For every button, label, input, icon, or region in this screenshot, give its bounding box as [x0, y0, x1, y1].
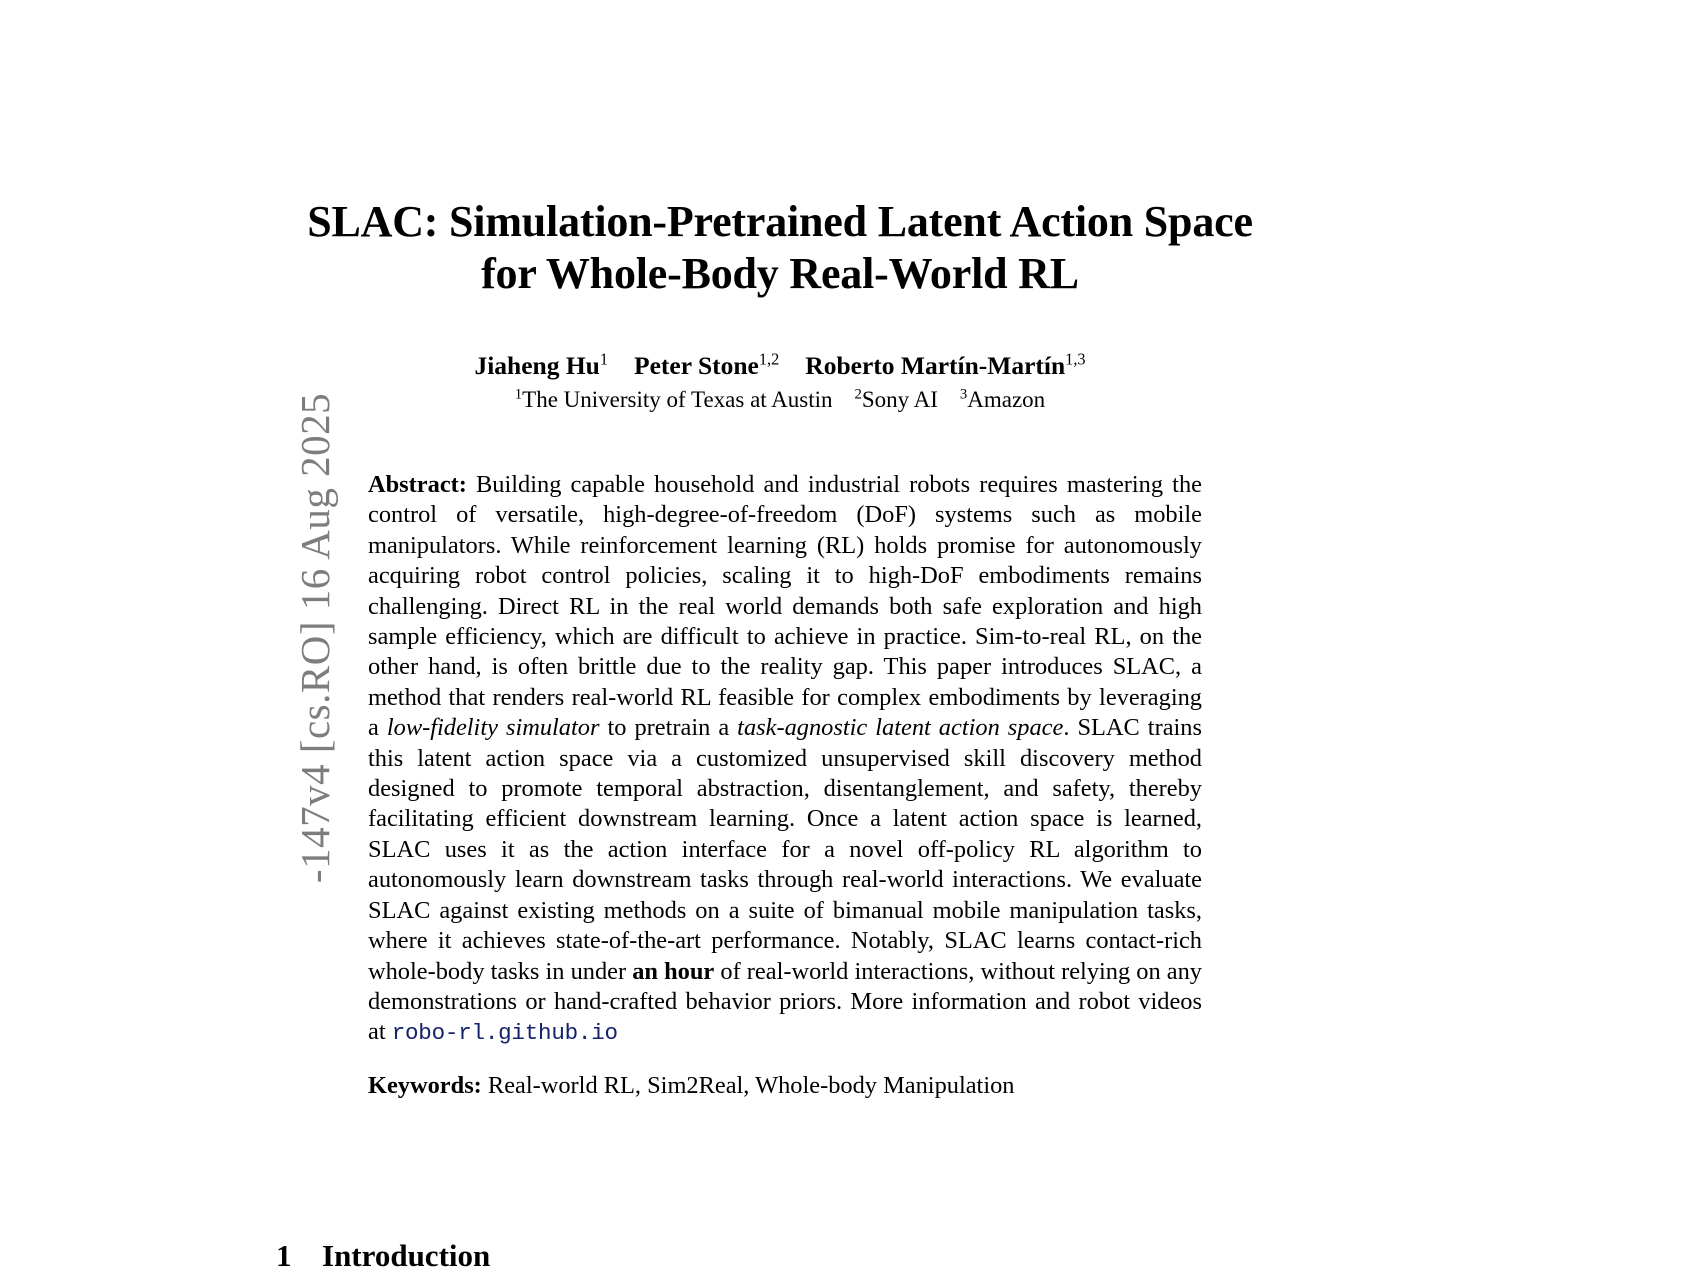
- abstract-strong-1: an hour: [632, 957, 715, 985]
- author: [805, 351, 1085, 380]
- page-title: [300, 0, 1260, 300]
- project-website-link[interactable]: robo-rl.github.io: [391, 1020, 618, 1047]
- title-line-1: SLAC: Simulation-Pretrained Latent Action Space: [307, 197, 1253, 246]
- section-number: 1: [276, 1238, 292, 1273]
- author-affiliation-mark: 1,2: [758, 349, 780, 369]
- affiliation-name: Amazon: [967, 386, 1046, 412]
- abstract-emphasis-1: low-fidelity simulator: [386, 714, 600, 742]
- affiliation: [515, 387, 833, 412]
- arxiv-stamp: -147v4 [cs.RO] 16 Aug 2025: [292, 392, 338, 883]
- paper-header: [300, 0, 1260, 414]
- abstract-text-part-2: to pretrain a: [599, 714, 738, 742]
- affiliation-mark: 2: [854, 386, 862, 403]
- keywords-label: Keywords:: [368, 1071, 482, 1099]
- affiliation-list: [300, 382, 1260, 415]
- keywords-line: [368, 1049, 1202, 1101]
- abstract-label: Abstract:: [368, 471, 467, 498]
- abstract-text-part-3: . SLAC trains this latent action space via a customized unsupervised skill discovery method designed to promote temporal abstraction, disentanglement, and safety, thereby facilitating efficient downstream learning. Once a latent action space is learned, SLAC uses it as the action interface for a novel off-policy RL algorithm to autonomously learn downstream tasks through real-world interactions. We evaluate SLAC against existing methods on a suite of bimanual mobile manipulation tasks, where it achieves state-of-the-art performance. Notably, SLAC learns contact-rich whole-body tasks in under: [368, 714, 1202, 985]
- affiliation: [960, 387, 1045, 412]
- section-title: Introduction: [322, 1238, 491, 1273]
- author-name: Roberto Martín-Martín: [805, 350, 1066, 380]
- author: [474, 351, 608, 380]
- author-list: [300, 300, 1260, 382]
- abstract-text-part-1: Building capable household and industrial robots requires mastering the control of versatile, high-degree-of-freedom (DoF) systems such as mobile manipulators. While reinforcement learning (RL) holds promise for autonomously acquiring robot control policies, scaling it to high-DoF embodiments remains challenging. Direct RL in the real world demands both safe exploration and high sample efficiency, which are difficult to achieve in practice. Sim-to-real RL, on the other hand, is often brittle due to the reality gap. This paper introduces SLAC, a method that renders real-world RL feasible for complex embodiments by leveraging a: [368, 471, 1202, 742]
- author-affiliation-mark: 1,3: [1065, 349, 1086, 369]
- abstract-emphasis-2: task-agnostic latent action space: [737, 714, 1064, 742]
- affiliation-mark: 1: [514, 386, 523, 403]
- abstract-text-part-4: of real-world interactions, without relying on any demonstrations or hand-crafted behavior priors. More information and robot videos at: [368, 957, 1203, 1046]
- section-heading-introduction: [276, 1239, 1176, 1273]
- author-affiliation-mark: 1: [599, 349, 609, 369]
- arxiv-stamp-container: [0, 0, 338, 1275]
- author: [634, 351, 779, 380]
- author-name: Peter Stone: [634, 350, 759, 380]
- abstract-block: [368, 470, 1202, 1101]
- affiliation-name: The University of Texas at Austin: [522, 386, 833, 412]
- abstract-paragraph: [368, 470, 1202, 1049]
- affiliation-mark: 3: [959, 386, 968, 403]
- title-line-2: for Whole-Body Real-World RL: [481, 248, 1079, 298]
- affiliation: [855, 387, 938, 412]
- keywords-value: Real-world RL, Sim2Real, Whole-body Manipulation: [487, 1071, 1015, 1099]
- affiliation-name: Sony AI: [861, 386, 938, 412]
- author-name: Jiaheng Hu: [474, 350, 600, 380]
